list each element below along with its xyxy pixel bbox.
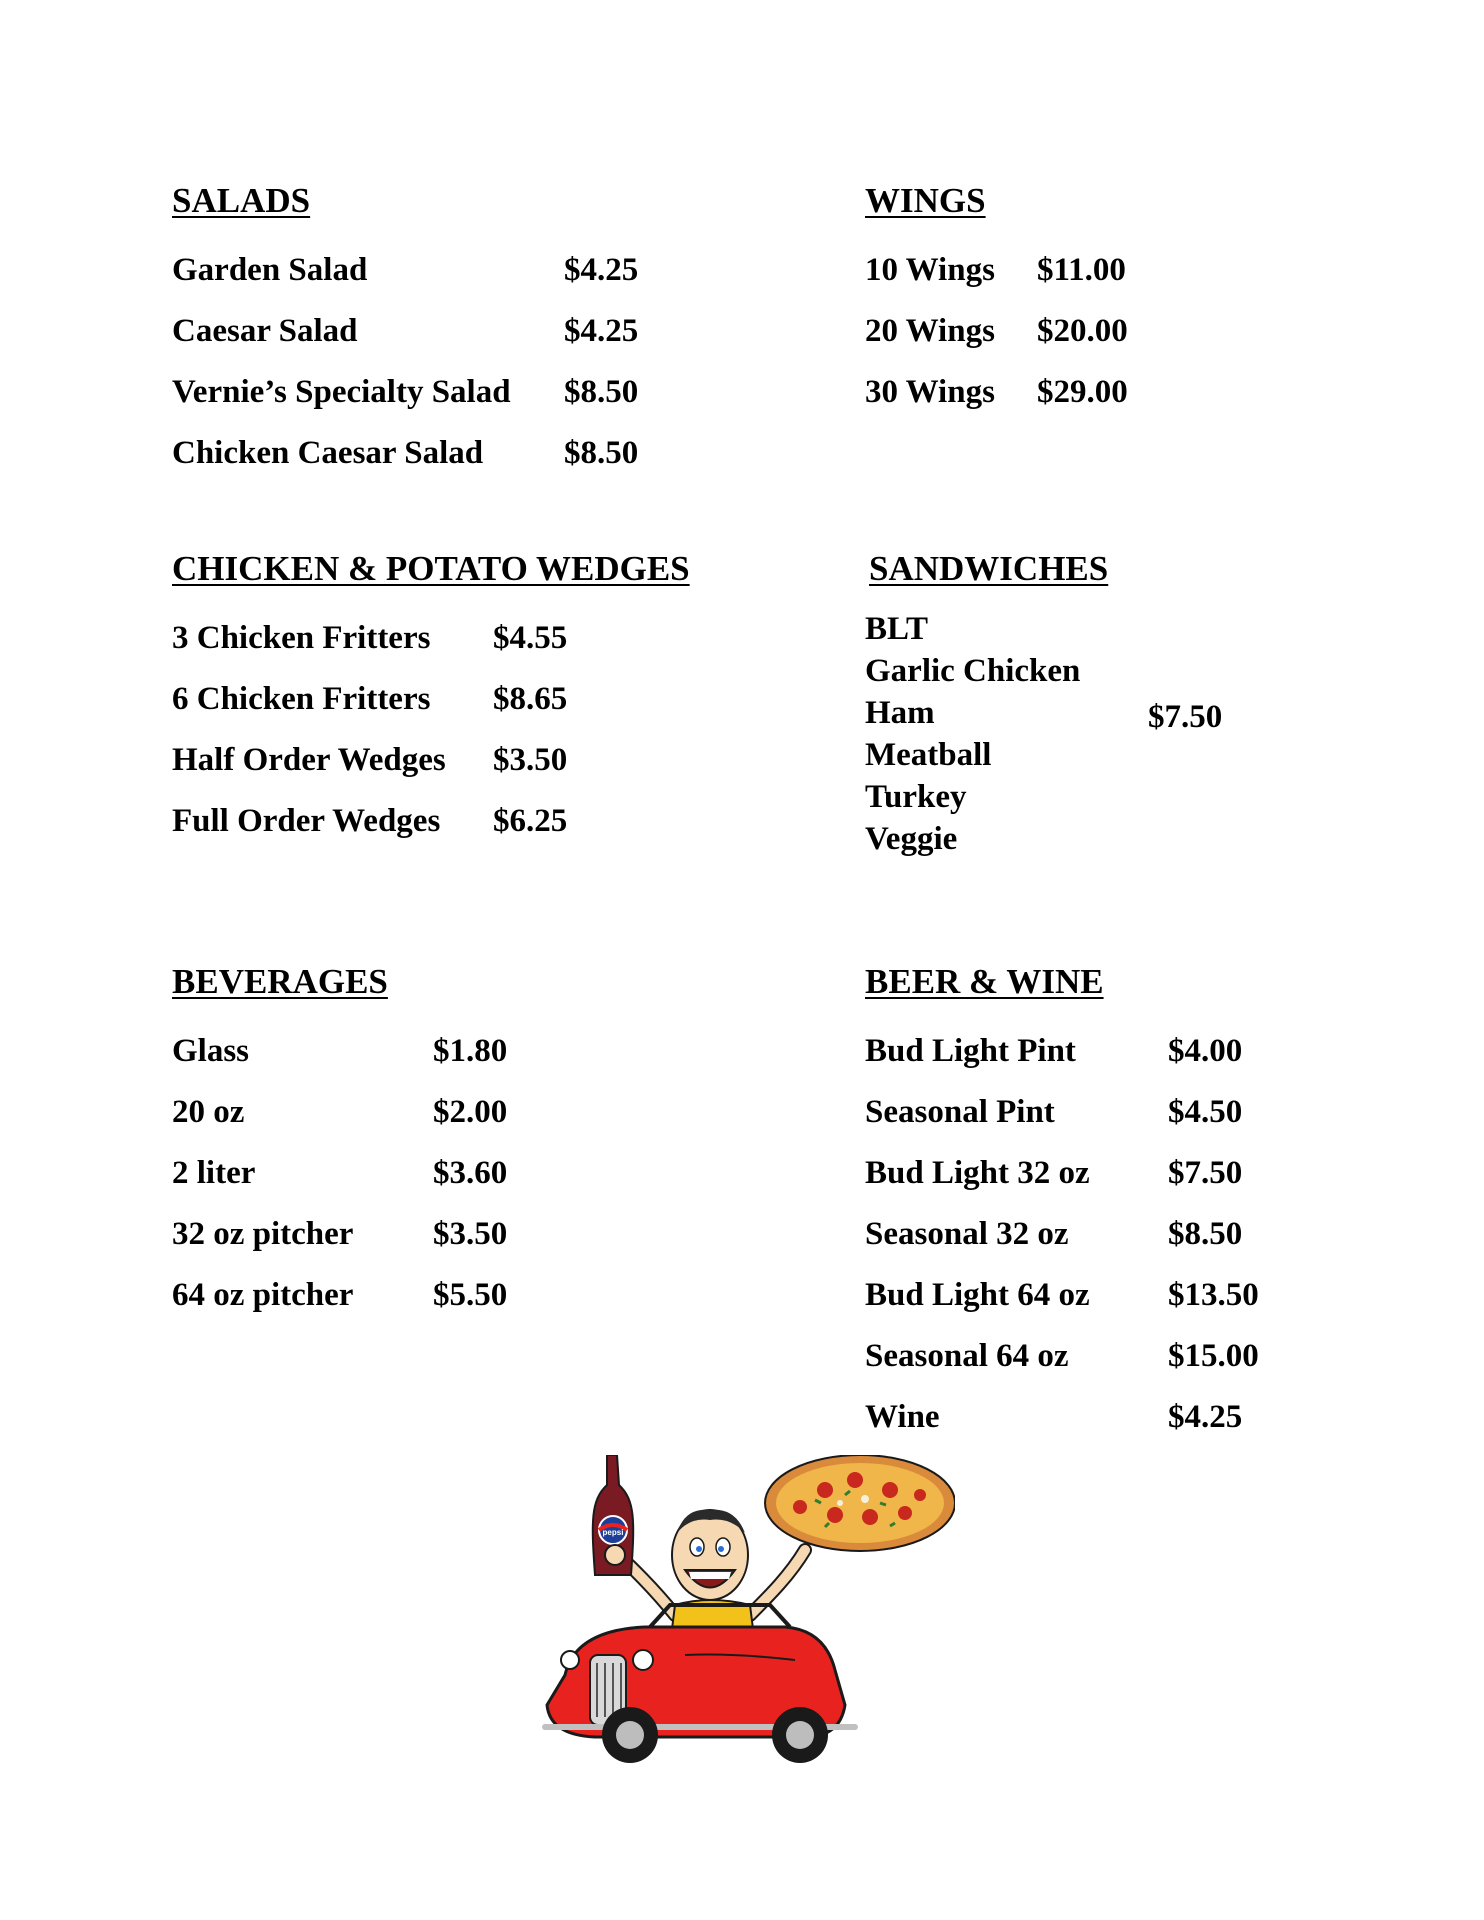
item-name: 20 oz bbox=[172, 1094, 245, 1130]
item-price: $2.00 bbox=[433, 1094, 508, 1130]
item-price: $5.50 bbox=[433, 1277, 508, 1313]
item-name: Bud Light 32 oz bbox=[865, 1155, 1090, 1191]
sandwich-price: $7.50 bbox=[1148, 699, 1223, 735]
item-price: $8.50 bbox=[564, 374, 639, 410]
pizza-icon bbox=[765, 1455, 955, 1551]
list-item: Turkey bbox=[865, 779, 967, 815]
item-price: $7.50 bbox=[1168, 1155, 1243, 1191]
item-price: $4.55 bbox=[493, 620, 568, 656]
item-name: 64 oz pitcher bbox=[172, 1277, 354, 1313]
menu-item bbox=[172, 240, 638, 301]
menu-item bbox=[865, 301, 1128, 362]
list-item: BLT bbox=[865, 611, 929, 647]
svg-text:pepsi: pepsi bbox=[602, 1528, 624, 1537]
menu-item bbox=[865, 240, 1128, 301]
item-price: $15.00 bbox=[1168, 1338, 1259, 1374]
menu-item bbox=[865, 1021, 1259, 1082]
red-car-icon bbox=[545, 1605, 855, 1763]
item-price: $4.25 bbox=[564, 252, 639, 288]
menu-item bbox=[172, 1204, 507, 1265]
menu-item bbox=[172, 1265, 507, 1326]
menu-item bbox=[172, 791, 690, 852]
item-price: $6.25 bbox=[493, 803, 568, 839]
menu-item bbox=[172, 669, 690, 730]
item-name: 6 Chicken Fritters bbox=[172, 681, 431, 717]
item-price: $3.60 bbox=[433, 1155, 508, 1191]
chicken-wedges-heading: CHICKEN & POTATO WEDGES bbox=[172, 549, 690, 588]
item-name: 10 Wings bbox=[865, 252, 995, 288]
item-price: $13.50 bbox=[1168, 1277, 1259, 1313]
mascot-car-pizza-icon bbox=[535, 1455, 955, 1785]
beverages-heading: BEVERAGES bbox=[172, 962, 388, 1001]
item-price: $4.00 bbox=[1168, 1033, 1243, 1069]
salads-heading: SALADS bbox=[172, 181, 311, 220]
menu-item bbox=[172, 730, 690, 791]
item-price: $11.00 bbox=[1037, 252, 1126, 288]
sandwich-list bbox=[865, 608, 1269, 860]
item-name: 30 Wings bbox=[865, 374, 995, 410]
list-item: Ham bbox=[865, 695, 935, 731]
item-price: $20.00 bbox=[1037, 313, 1128, 349]
item-price: $4.25 bbox=[564, 313, 639, 349]
menu-item bbox=[172, 362, 638, 423]
item-name: Bud Light Pint bbox=[865, 1033, 1076, 1069]
item-name: Glass bbox=[172, 1033, 250, 1069]
beer-wine-heading: BEER & WINE bbox=[865, 962, 1104, 1001]
item-name: Half Order Wedges bbox=[172, 742, 446, 778]
list-item: Meatball bbox=[865, 737, 992, 773]
item-name: Vernie’s Specialty Salad bbox=[172, 374, 511, 410]
item-name: 2 liter bbox=[172, 1155, 256, 1191]
item-price: $3.50 bbox=[433, 1216, 508, 1252]
item-name: 20 Wings bbox=[865, 313, 995, 349]
item-price: $1.80 bbox=[433, 1033, 508, 1069]
item-name: 32 oz pitcher bbox=[172, 1216, 354, 1252]
beverages-section bbox=[172, 961, 507, 1326]
beer-wine-section bbox=[865, 961, 1259, 1448]
list-item: Veggie bbox=[865, 821, 958, 857]
item-price: $29.00 bbox=[1037, 374, 1128, 410]
item-name: 3 Chicken Fritters bbox=[172, 620, 431, 656]
item-name: Chicken Caesar Salad bbox=[172, 435, 484, 471]
salads-section bbox=[172, 180, 638, 484]
sandwiches-section bbox=[865, 548, 1269, 860]
item-name: Seasonal Pint bbox=[865, 1094, 1055, 1130]
chicken-wedges-section bbox=[172, 548, 690, 852]
menu-item bbox=[865, 1143, 1259, 1204]
menu-item bbox=[865, 1387, 1259, 1448]
item-name: Bud Light 64 oz bbox=[865, 1277, 1090, 1313]
menu-item bbox=[172, 608, 690, 669]
menu-item bbox=[865, 1082, 1259, 1143]
item-price: $8.50 bbox=[564, 435, 639, 471]
item-price: $4.50 bbox=[1168, 1094, 1243, 1130]
menu-item bbox=[865, 1326, 1259, 1387]
item-name: Seasonal 64 oz bbox=[865, 1338, 1069, 1374]
menu-item bbox=[172, 301, 638, 362]
item-name: Wine bbox=[865, 1399, 940, 1435]
item-price: $3.50 bbox=[493, 742, 568, 778]
menu-item bbox=[865, 1265, 1259, 1326]
item-name: Garden Salad bbox=[172, 252, 368, 288]
list-item: Garlic Chicken bbox=[865, 653, 1081, 689]
wings-heading: WINGS bbox=[865, 181, 986, 220]
item-price: $4.25 bbox=[1168, 1399, 1243, 1435]
wings-section bbox=[865, 180, 1128, 423]
menu-item bbox=[865, 362, 1128, 423]
menu-item bbox=[172, 1143, 507, 1204]
menu-item bbox=[172, 1082, 507, 1143]
item-price: $8.50 bbox=[1168, 1216, 1243, 1252]
item-name: Seasonal 32 oz bbox=[865, 1216, 1069, 1252]
menu-item bbox=[865, 1204, 1259, 1265]
mascot-face-icon bbox=[672, 1510, 748, 1600]
item-name: Caesar Salad bbox=[172, 313, 358, 349]
item-name: Full Order Wedges bbox=[172, 803, 441, 839]
menu-item bbox=[172, 1021, 507, 1082]
menu-item bbox=[172, 423, 638, 484]
sandwiches-heading: SANDWICHES bbox=[869, 549, 1109, 588]
item-price: $8.65 bbox=[493, 681, 568, 717]
